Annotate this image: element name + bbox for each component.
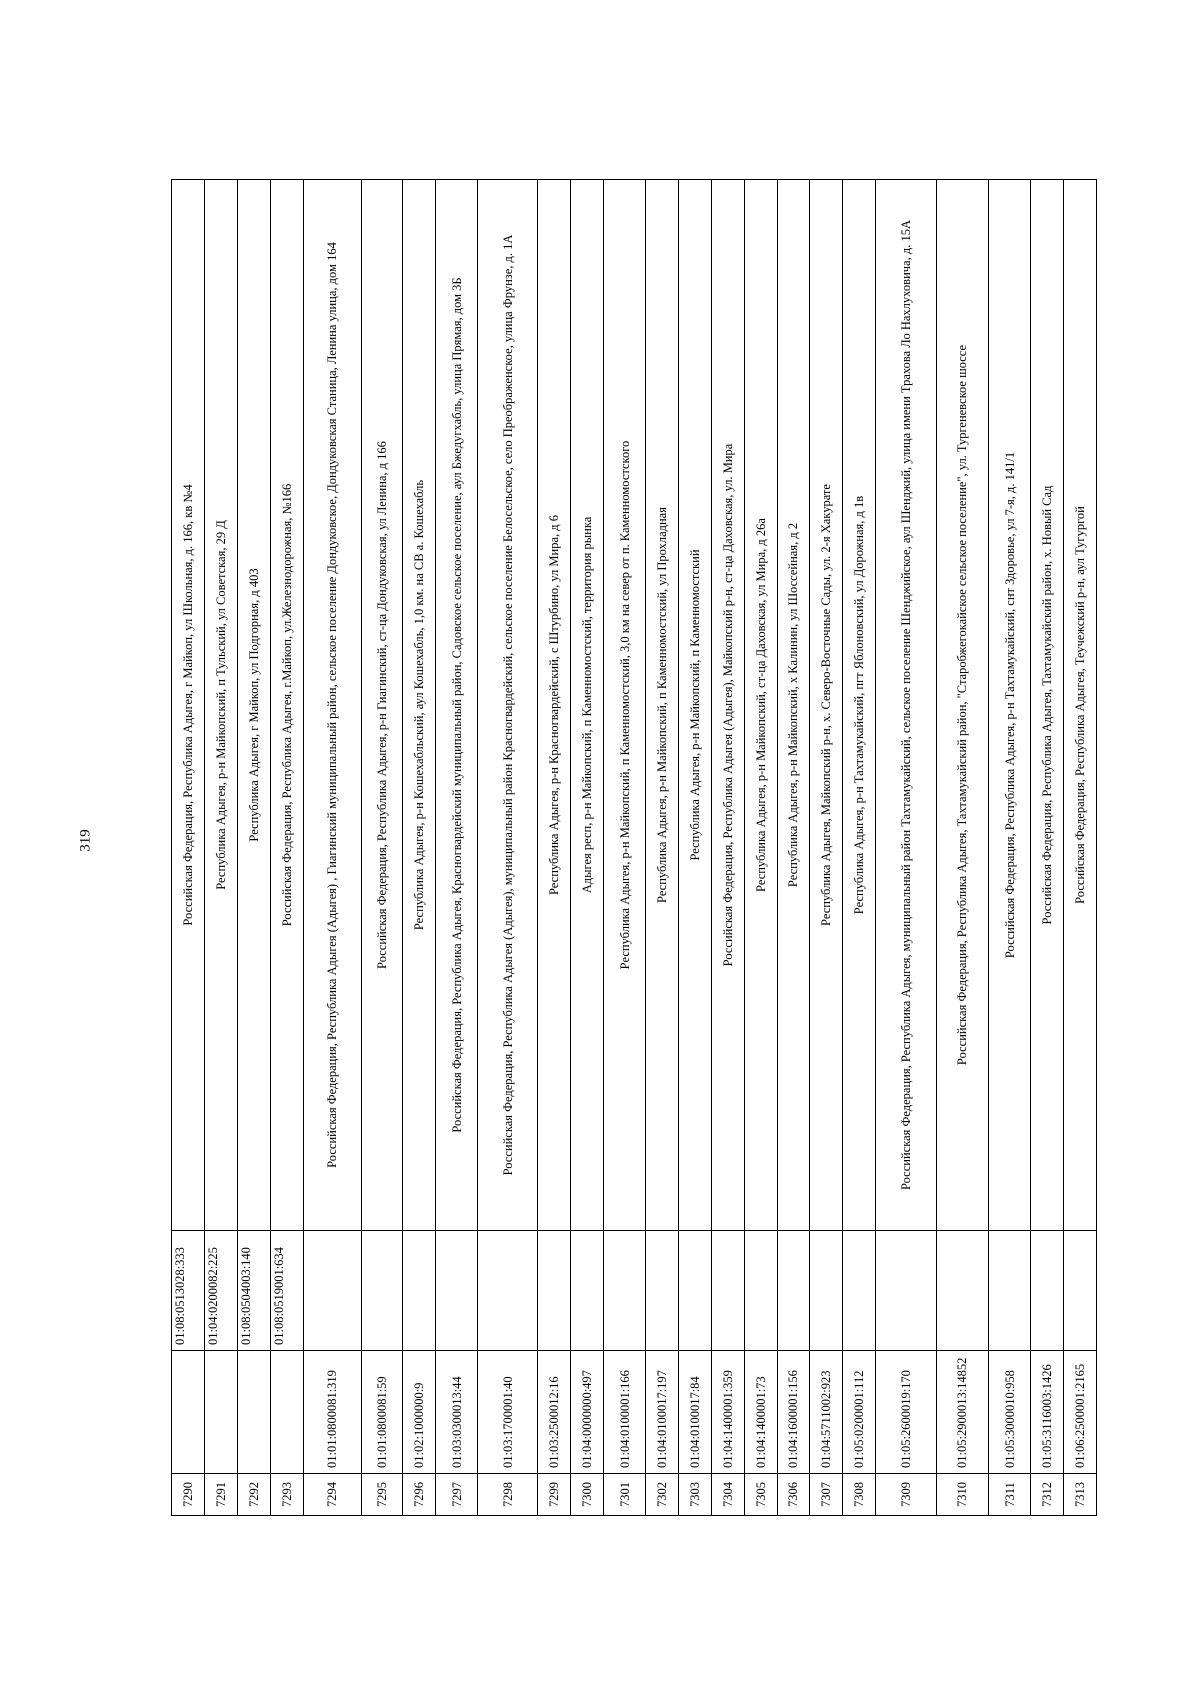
row-number: 7300 <box>571 1474 604 1516</box>
table-row <box>711 180 744 1516</box>
row-number: 7313 <box>1063 1474 1096 1516</box>
row-number: 7306 <box>777 1474 810 1516</box>
cadastral-number-secondary <box>361 1231 403 1351</box>
address: Российская Федерация, Республика Адыгея, Тахтамукайский район, "Старобжегокайское сельское поселение", ул. Тургеневское шоссе <box>936 180 989 1231</box>
row-number: 7312 <box>1030 1474 1063 1516</box>
cadastral-number <box>172 1351 205 1474</box>
cadastral-number-secondary: 01:08:0519001:634 <box>270 1231 303 1351</box>
row-number: 7296 <box>403 1474 436 1516</box>
row-number: 7304 <box>711 1474 744 1516</box>
row-number: 7301 <box>604 1474 646 1516</box>
cadastral-number: 01:05:0200001:112 <box>843 1351 876 1474</box>
row-number: 7305 <box>744 1474 777 1516</box>
row-number: 7307 <box>810 1474 843 1516</box>
cadastral-number: 01:04:1400001:73 <box>744 1351 777 1474</box>
table-row <box>744 180 777 1516</box>
address: Республика Адыгея, р-н Майкопский, п Каменномостский, ул Прохладная <box>645 180 678 1231</box>
table-row <box>645 180 678 1516</box>
rotated-table-wrapper <box>171 180 1097 1516</box>
cadastral-number: 01:05:2600019:170 <box>876 1351 936 1474</box>
cadastral-number: 01:05:3116003:1426 <box>1030 1351 1063 1474</box>
cadastral-number-secondary <box>478 1231 538 1351</box>
cadastral-number-secondary <box>303 1231 361 1351</box>
row-number: 7309 <box>876 1474 936 1516</box>
table-row <box>1063 180 1096 1516</box>
address: Российская Федерация, Республика Адыгея, Красногвардейский муниципальный район, Садовское сельское поселение, аул Бжедугхабль, улица Прямая, дом 3Б <box>436 180 478 1231</box>
registry-table <box>171 179 1097 1516</box>
table-row <box>237 180 270 1516</box>
table-row <box>270 180 303 1516</box>
table-row <box>876 180 936 1516</box>
table-row <box>303 180 361 1516</box>
cadastral-number <box>204 1351 237 1474</box>
page-number: 319 <box>77 829 94 852</box>
address: Адыгея респ, р-н Майкопский, п Каменномостский, территория рынка <box>571 180 604 1231</box>
cadastral-number: 01:05:3000010:958 <box>989 1351 1031 1474</box>
row-number: 7298 <box>478 1474 538 1516</box>
cadastral-number: 01:01:0800081:319 <box>303 1351 361 1474</box>
address: Российская Федерация, Республика Адыгея (Адыгея), муниципальный район Красногвардейский, сельское поселение Белосельское, село Преображенское, улица Фрунзе, д. 1А <box>478 180 538 1231</box>
address: Республика Адыгея, р-н Майкопский, п Тульский, ул Советская, 29 Д <box>204 180 237 1231</box>
cadastral-number: 01:04:0100017:84 <box>678 1351 711 1474</box>
cadastral-number-secondary <box>604 1231 646 1351</box>
address: Российская Федерация, Республика Адыгея, г Майкоп, ул Школьная, д. 166, кв №4 <box>172 180 205 1231</box>
address: Республика Адыгея, р-н Майкопский, ст-ца Даховская, ул Мира, д 26а <box>744 180 777 1231</box>
row-number: 7290 <box>172 1474 205 1516</box>
table-row <box>361 180 403 1516</box>
cadastral-number-secondary <box>1030 1231 1063 1351</box>
address: Республика Адыгея, р-н Майкопский, х Калинин, ул Шоссейная, д 2 <box>777 180 810 1231</box>
cadastral-number-secondary <box>777 1231 810 1351</box>
cadastral-number-secondary <box>403 1231 436 1351</box>
row-number: 7308 <box>843 1474 876 1516</box>
cadastral-number-secondary <box>571 1231 604 1351</box>
address: Российская Федерация, Республика Адыгея, муниципальный район Тахтамукайский, сельское поселение Шенджийское, аул Шенджий, улица имени Трахова Ло Нахлуховича, д. 15А <box>876 180 936 1231</box>
cadastral-number: 01:04:1400001:359 <box>711 1351 744 1474</box>
table-row <box>478 180 538 1516</box>
cadastral-number: 01:01:0800081:59 <box>361 1351 403 1474</box>
row-number: 7310 <box>936 1474 989 1516</box>
registry-table-body <box>172 180 1097 1516</box>
cadastral-number: 01:06:2500001:2165 <box>1063 1351 1096 1474</box>
cadastral-number: 01:03:2500012:16 <box>538 1351 571 1474</box>
cadastral-number-secondary: 01:08:0513028:333 <box>172 1231 205 1351</box>
address: Российская Федерация, Республика Адыгея, р-н Тахтамукайский, снт Здоровье, ул 7-я, д. 141/1 <box>989 180 1031 1231</box>
row-number: 7299 <box>538 1474 571 1516</box>
address: Республика Адыгея, р-н Майкопский, п Каменномостский <box>678 180 711 1231</box>
cadastral-number: 01:04:0100001:166 <box>604 1351 646 1474</box>
row-number: 7297 <box>436 1474 478 1516</box>
address: Республика Адыгея, Майкопский р-н, х. Северо-Восточные Сады, ул. 2-я Хакурате <box>810 180 843 1231</box>
table-row <box>403 180 436 1516</box>
table-row <box>936 180 989 1516</box>
cadastral-number: 01:03:0300013:44 <box>436 1351 478 1474</box>
cadastral-number-secondary <box>744 1231 777 1351</box>
cadastral-number-secondary <box>936 1231 989 1351</box>
row-number: 7294 <box>303 1474 361 1516</box>
row-number: 7291 <box>204 1474 237 1516</box>
table-row <box>571 180 604 1516</box>
address: Республика Адыгея, г Майкоп, ул Подгорная, д 403 <box>237 180 270 1231</box>
table-row <box>436 180 478 1516</box>
table-row <box>204 180 237 1516</box>
cadastral-number-secondary <box>1063 1231 1096 1351</box>
table-row <box>989 180 1031 1516</box>
row-number: 7302 <box>645 1474 678 1516</box>
address: Республика Адыгея, р-н Кошехабльский, аул Кошехабль, 1,0 км. на СВ а. Кошехабль <box>403 180 436 1231</box>
address: Российская Федерация, Республика Адыгея, Теучежский р-н, аул Тугургой <box>1063 180 1096 1231</box>
cadastral-number-secondary <box>645 1231 678 1351</box>
address: Российская Федерация, Республика Адыгея (Адыгея), Майкопский р-н, ст-ца Даховская, ул. Мира <box>711 180 744 1231</box>
cadastral-number-secondary <box>843 1231 876 1351</box>
cadastral-number: 01:04:0000000:497 <box>571 1351 604 1474</box>
cadastral-number <box>270 1351 303 1474</box>
cadastral-number-secondary <box>538 1231 571 1351</box>
row-number: 7292 <box>237 1474 270 1516</box>
cadastral-number: 01:03:1700001:40 <box>478 1351 538 1474</box>
table-row <box>1030 180 1063 1516</box>
table-row <box>678 180 711 1516</box>
cadastral-number: 01:04:1600001:156 <box>777 1351 810 1474</box>
cadastral-number-secondary: 01:04:0200082:225 <box>204 1231 237 1351</box>
address: Республика Адыгея, р-н Красногвардейский, с Штурбино, ул Мира, д 6 <box>538 180 571 1231</box>
cadastral-number-secondary <box>678 1231 711 1351</box>
table-row <box>172 180 205 1516</box>
row-number: 7311 <box>989 1474 1031 1516</box>
table-row <box>843 180 876 1516</box>
table-row <box>538 180 571 1516</box>
table-row <box>810 180 843 1516</box>
address: Российская Федерация, Республика Адыгея, Тахтамукайский район, х. Новый Сад <box>1030 180 1063 1231</box>
address: Российская Федерация, Республика Адыгея, г.Майкоп, ул.Железнодорожная, №166 <box>270 180 303 1231</box>
cadastral-number-secondary <box>436 1231 478 1351</box>
cadastral-number-secondary <box>989 1231 1031 1351</box>
cadastral-number-secondary <box>876 1231 936 1351</box>
row-number: 7293 <box>270 1474 303 1516</box>
address: Республика Адыгея, р-н Майкопский, п Каменномостский, 3,0 км на север от п. Каменномостского <box>604 180 646 1231</box>
cadastral-number: 01:02:1000000:9 <box>403 1351 436 1474</box>
cadastral-number-secondary: 01:08:0504003:140 <box>237 1231 270 1351</box>
table-row <box>604 180 646 1516</box>
cadastral-number: 01:05:2900013:14852 <box>936 1351 989 1474</box>
cadastral-number: 01:04:5711002:923 <box>810 1351 843 1474</box>
cadastral-number-secondary <box>810 1231 843 1351</box>
address: Российская Федерация, Республика Адыгея, р-н Гиагинский, ст-ца Дондуковская, ул Ленина, д 166 <box>361 180 403 1231</box>
cadastral-number: 01:04:0100017:197 <box>645 1351 678 1474</box>
cadastral-number <box>237 1351 270 1474</box>
address: Российская Федерация, Республика Адыгея (Адыгея) , Гиагинский муниципальный район, сельское поселение Дондуковское, Дондуковская Станица, Ленина улица, дом 164 <box>303 180 361 1231</box>
row-number: 7295 <box>361 1474 403 1516</box>
table-row <box>777 180 810 1516</box>
row-number: 7303 <box>678 1474 711 1516</box>
address: Республика Адыгея, р-н Тахтамукайский, пгт Яблоновский, ул Дорожная, д 1в <box>843 180 876 1231</box>
cadastral-number-secondary <box>711 1231 744 1351</box>
